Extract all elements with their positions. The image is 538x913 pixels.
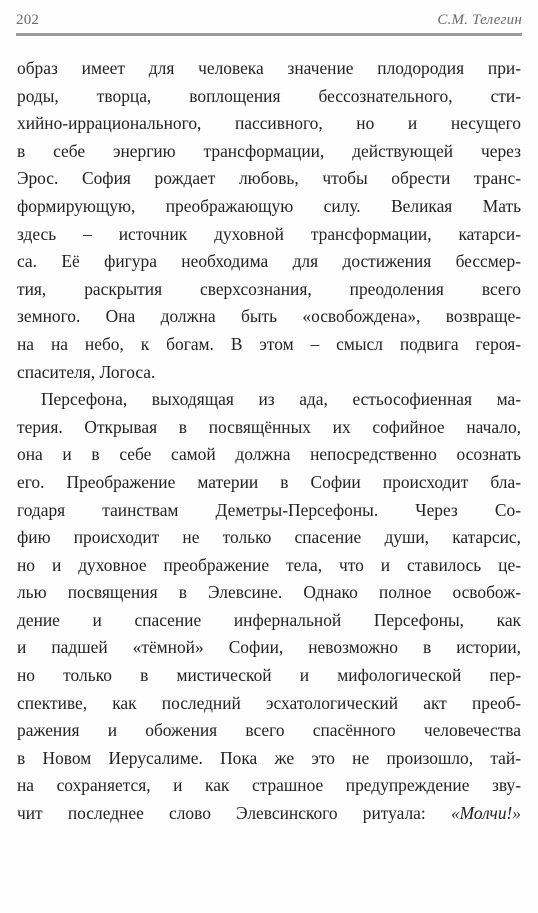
text-line: в Новом Иерусалиме. Пока же это не произошло, тай- (17, 747, 521, 768)
paragraph-2 (17, 386, 521, 828)
text-line: терия. Открывая в посвящённых их софийное начало, (17, 416, 521, 437)
text-line: са. Её фигура необходима для достижения бессмер- (17, 251, 521, 272)
text-line: спективе, как последний эсхатологический акт преоб- (17, 692, 521, 713)
body-text (17, 55, 521, 828)
text-line-final (17, 800, 521, 828)
paragraph-1 (17, 55, 521, 386)
text-line: Эрос. София рождает любовь, чтобы обрести транс- (17, 168, 521, 189)
text-line: тия, раскрытия сверхсознания, преодоления всего (17, 278, 521, 299)
running-head-author: С.М. Телегин (437, 12, 522, 28)
running-head (16, 12, 522, 30)
text-line: в себе энергию трансформации, действующей через (17, 140, 521, 161)
page-number: 202 (16, 12, 40, 28)
text-line: ражения и обожения всего спасённого человечества (17, 720, 521, 741)
text-line: но только в мистической и мифологической пер- (17, 665, 521, 686)
text-line: роды, творца, воплощения бессознательного, сти- (17, 85, 521, 106)
text-line: здесь – источник духовной трансформации, катарси- (17, 223, 521, 244)
text-line: но и духовное преображение тела, что и ставилось це- (17, 554, 521, 575)
text-line: годаря таинствам Деметры-Персефоны. Через Со- (17, 499, 521, 520)
text-line: Персефона, выходящая из ада, естьософиенная ма- (41, 389, 521, 410)
text-line: фию происходит не только спасение души, катарсис, (17, 527, 521, 548)
text-line: она и в себе самой должна непосредственно осознать (17, 444, 521, 465)
text-line: дение и спасение инфернальной Персефоны, как (17, 609, 521, 630)
final-emphasis: «Молчи!» (450, 803, 521, 824)
text-line: образ имеет для человека значение плодородия при- (17, 58, 521, 78)
text-line: лью посвящения в Элевсине. Однако полное освобож- (17, 582, 521, 603)
text-line: формирующую, преображающую силу. Великая Мать (17, 195, 521, 216)
text-line: его. Преображение материи в Софии происходит бла- (17, 471, 521, 492)
text-line: хийно-иррационального, пассивного, но и несущего (17, 113, 521, 134)
text-line: и падшей «тёмной» Софии, невозможно в истории, (17, 637, 521, 658)
text-line: спасителя, Логоса. (17, 361, 156, 382)
header-rule (16, 33, 522, 36)
text-line: на сохраняется, и как страшное предупреждение зву- (17, 775, 521, 796)
text-line: земного. Она должна быть «освобождена», возвраще- (17, 306, 521, 327)
text-line: на на небо, к богам. В этом – смысл подвига героя- (17, 333, 521, 354)
final-line-text: чит последнее слово Элевсинского ритуала: (17, 803, 426, 824)
